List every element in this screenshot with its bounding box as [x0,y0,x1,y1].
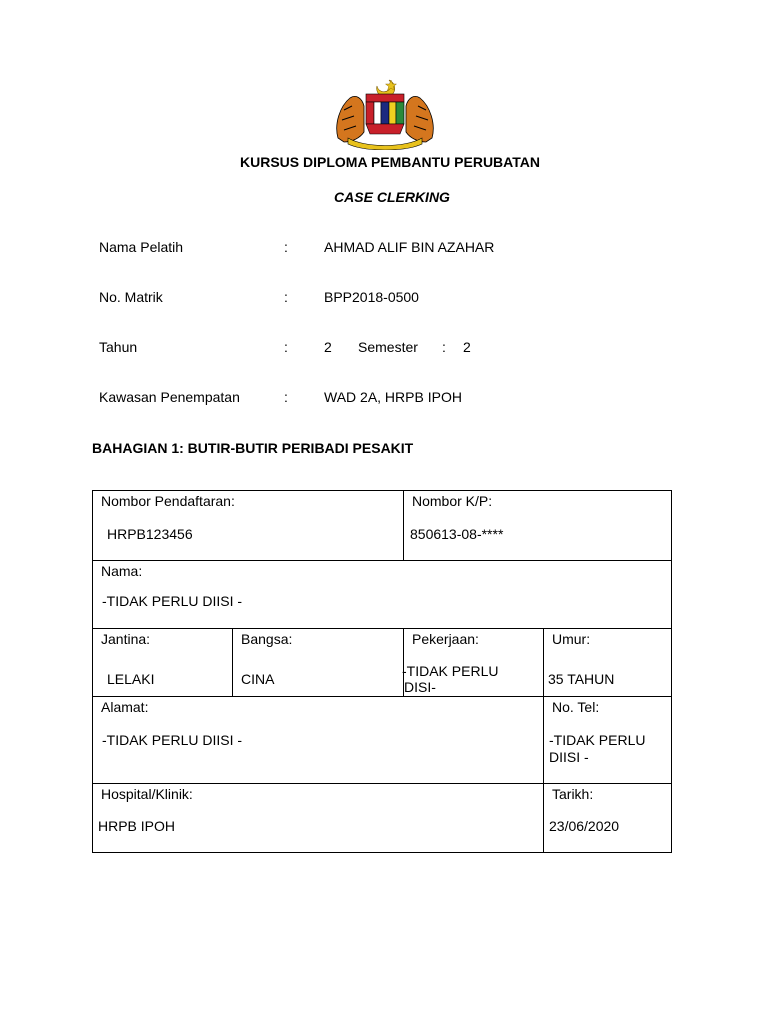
cell-no-tel [543,696,672,784]
cell-pekerjaan [403,628,544,697]
cell-alamat [92,696,544,784]
cell-nombor-kp [403,490,672,561]
pekerjaan-value-line2: DISI- [404,679,436,695]
course-title: KURSUS DIPLOMA PEMBANTU PERUBATAN [240,154,540,170]
no-tel-value-line2: DIISI - [549,749,589,765]
colon: : [284,239,288,255]
colon: : [284,289,288,305]
nama-pelatih-label: Nama Pelatih [99,239,184,255]
pekerjaan-value-line1: -TIDAK PERLU [402,663,499,679]
cell-umur [543,628,672,697]
no-matrik-value: BPP2018-0500 [324,289,419,305]
nama-label: Nama: [101,563,143,579]
cell-jantina [92,628,233,697]
nombor-pendaftaran-label: Nombor Pendaftaran: [101,493,235,509]
umur-value: 35 TAHUN [548,671,615,687]
colon: : [284,339,288,355]
no-matrik-label: No. Matrik [99,289,163,305]
kawasan-penempatan-label: Kawasan Penempatan [99,389,240,405]
semester-label: Semester [358,339,418,355]
semester-value: 2 [463,339,471,355]
cell-bangsa [232,628,404,697]
cell-hospital-klinik [92,783,544,853]
hospital-klinik-value: HRPB IPOH [98,818,176,834]
pekerjaan-label: Pekerjaan: [412,631,479,647]
document-subtitle: CASE CLERKING [334,189,450,205]
hospital-klinik-label: Hospital/Klinik: [101,786,193,802]
tarikh-label: Tarikh: [552,786,594,802]
nama-pelatih-value: AHMAD ALIF BIN AZAHAR [324,239,495,255]
alamat-value: -TIDAK PERLU DIISI - [102,732,243,748]
alamat-label: Alamat: [101,699,149,715]
bangsa-label: Bangsa: [241,631,293,647]
tarikh-value: 23/06/2020 [549,818,620,834]
colon: : [284,389,288,405]
section-heading: BAHAGIAN 1: BUTIR-BUTIR PERIBADI PESAKIT [92,440,414,456]
jantina-value: LELAKI [107,671,155,687]
cell-nama [92,560,672,629]
no-tel-value-line1: -TIDAK PERLU [549,732,646,748]
kawasan-penempatan-value: WAD 2A, HRPB IPOH [324,389,462,405]
umur-label: Umur: [552,631,591,647]
cell-nombor-pendaftaran [92,490,404,561]
coat-of-arms-icon [330,76,440,150]
tahun-value: 2 [324,339,332,355]
nombor-pendaftaran-value: HRPB123456 [107,526,193,542]
nama-value: -TIDAK PERLU DIISI - [102,593,243,609]
tahun-label: Tahun [99,339,138,355]
colon: : [442,339,446,355]
cell-tarikh [543,783,672,853]
no-tel-label: No. Tel: [552,699,600,715]
nombor-kp-value: 850613-08-**** [410,526,504,542]
nombor-kp-label: Nombor K/P: [412,493,493,509]
bangsa-value: CINA [241,671,275,687]
jantina-label: Jantina: [101,631,151,647]
